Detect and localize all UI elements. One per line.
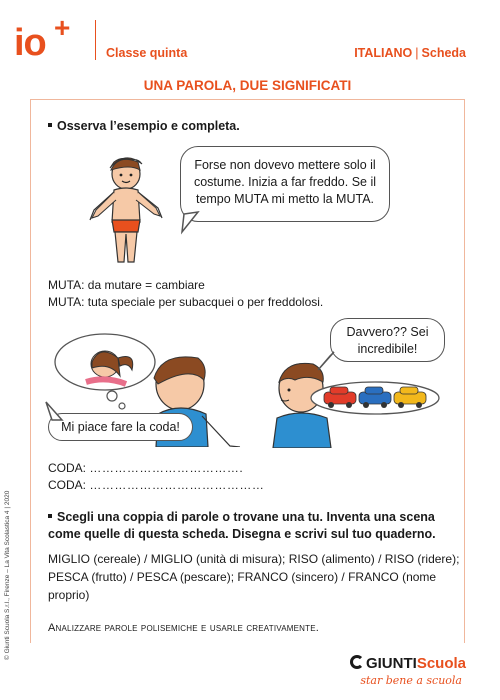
io-plus-logo [14, 12, 70, 64]
speech-bubble-boy-2: Davvero?? Sei incredibile! [330, 318, 445, 362]
brand-tagline: star bene a scuola [360, 674, 462, 687]
meaning-line-1: MUTA: da mutare = cambiare [48, 278, 205, 292]
instruction-2 [48, 509, 460, 543]
g-logo-icon [350, 655, 364, 669]
subject-label [354, 46, 466, 60]
header-divider [95, 20, 96, 60]
brand-part-1: GIUNTI [365, 655, 417, 672]
instruction-1 [48, 118, 240, 135]
meaning-line-2: MUTA: tuta speciale per subacquei o per freddolosi. [48, 295, 324, 309]
fill-in-line-1 [48, 460, 243, 477]
instruction-2-text: Scegli una coppia di parole o trovane una tu. Inventa una scena come quelle di questa scheda. Disegna e scrivi sul tuo quaderno. [48, 510, 436, 541]
bullet-square [48, 514, 52, 518]
word-pairs-list: MIGLIO (cereale) / MIGLIO (unità di misura); RISO (alimento) / RISO (ridere); PESCA (frutto) / PESCA (pescare); FRANCO (sincero) / FRANCO (nome proprio) [48, 552, 460, 602]
subject-name: ITALIANO [354, 46, 413, 60]
bubble-tail [180, 210, 206, 236]
logo-main: io [14, 22, 46, 64]
logo-plus: + [54, 12, 70, 43]
copyright-credit: © Giunti Scuola S.r.l., Firenze – La Vita Scolastica 4 | 2020 [4, 490, 11, 660]
boy-in-swimsuit-illustration [80, 150, 170, 268]
speech-bubble-girl: Mi piace fare la coda! [48, 413, 193, 441]
fill-in-label-2: CODA: [48, 478, 87, 492]
fill-in-label-1: CODA: [48, 461, 87, 475]
bullet-square [48, 123, 52, 127]
sheet-type: Scheda [421, 46, 466, 60]
class-label: Classe quinta [106, 46, 188, 60]
fill-in-line-2 [48, 477, 264, 494]
bubble-tail-boy-2 [316, 350, 340, 372]
giunti-scuola-logo [350, 655, 466, 672]
cars-in-queue-illustration [310, 380, 440, 415]
bubble-tail-girl [42, 400, 68, 422]
speech-bubble-boy: Forse non dovevo mettere solo il costume. Inizia a far freddo. Se il tempo MUTA mi metto la MUTA. [180, 146, 390, 222]
instruction-1-text: Osserva l’esempio e completa. [57, 119, 240, 133]
subject-separator: | [415, 46, 419, 60]
brand-part-2: Scuola [416, 655, 466, 672]
learning-objective: Analizzare parole polisemiche e usarle creativamente. [48, 622, 319, 634]
fill-in-dots-2[interactable]: …………………………………… [89, 478, 265, 492]
page-title: UNA PAROLA, DUE SIGNIFICATI [143, 78, 352, 93]
fill-in-dots-1[interactable]: ………………………………. [89, 461, 244, 475]
